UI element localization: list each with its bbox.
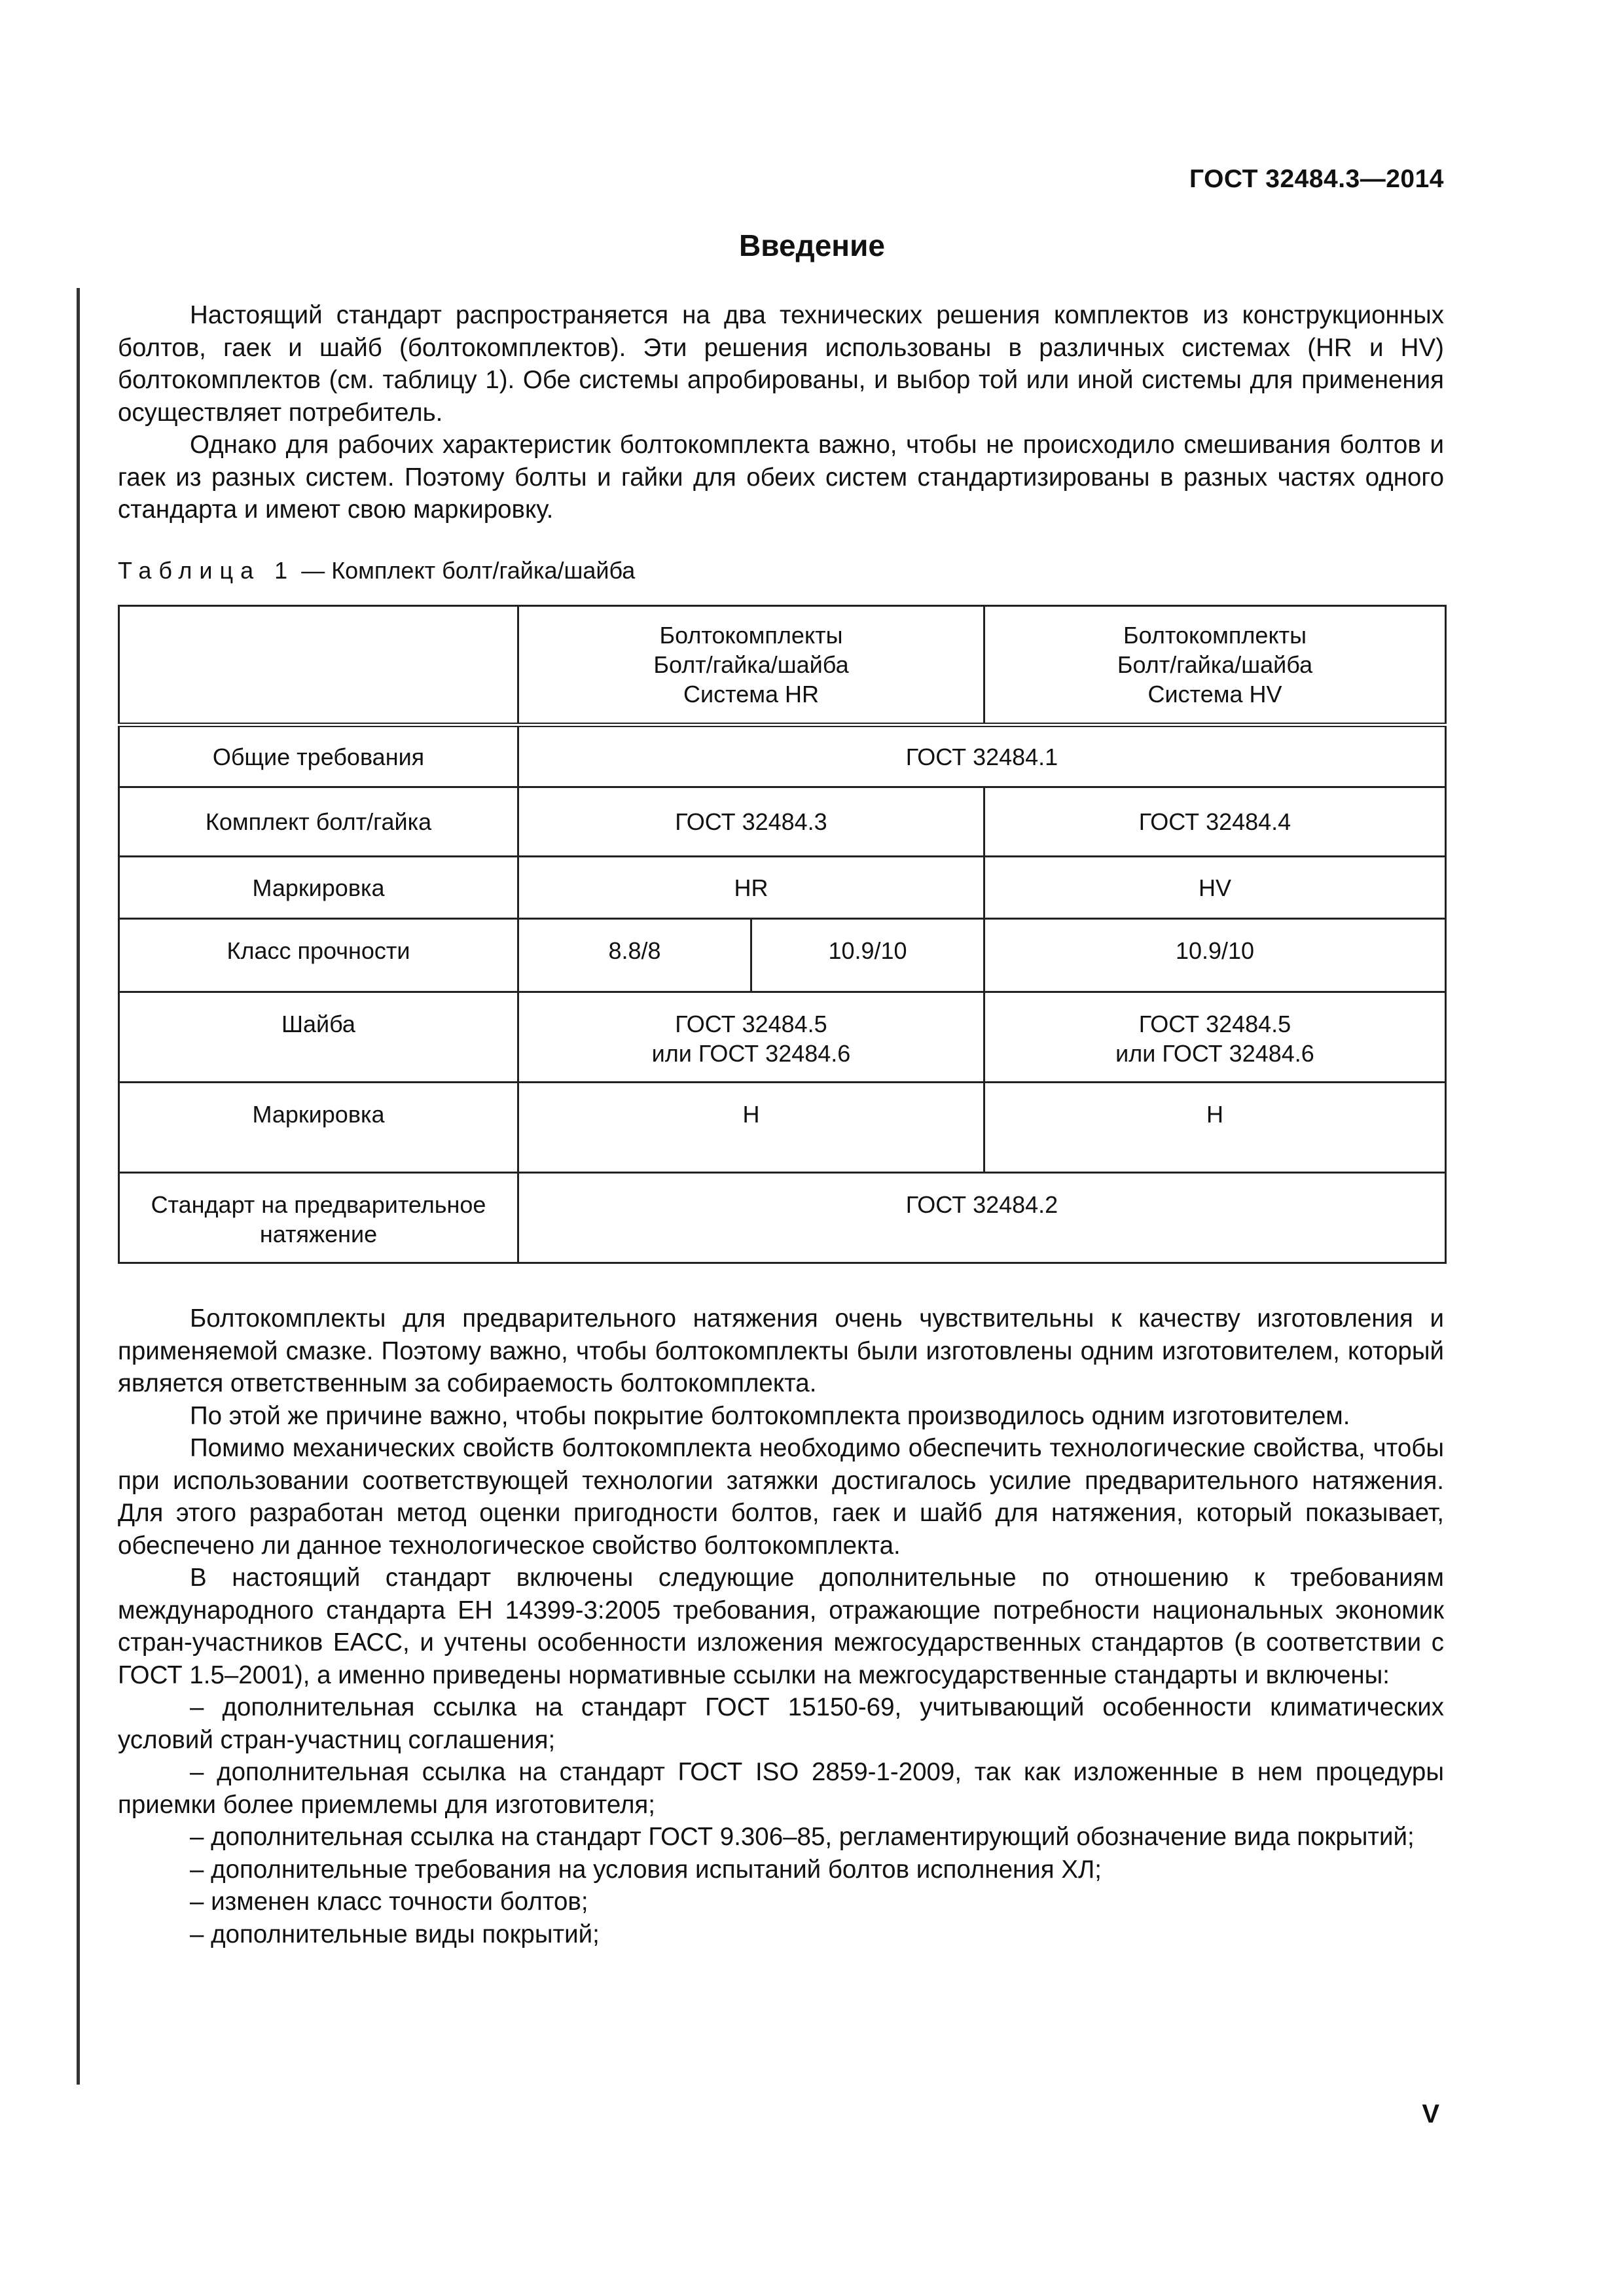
list-item: – дополнительные требования на условия испытаний болтов исполнения ХЛ; (190, 1855, 1102, 1884)
paragraph: Настоящий стандарт распространяется на два технических решения комплектов из конструкционных болтов, гаек и шайб (болтокомплектов). Эти решения использованы в различных системах (HR и HV) болтокомплектов (см. таблицу 1). Обе системы апробированы, и выбор той или иной системы для применения осуществляет потребитель. (118, 301, 1444, 427)
page-number: V (1422, 2100, 1439, 2128)
cell-line: ГОСТ 32484.5 (675, 1011, 827, 1037)
list-item: – дополнительная ссылка на стандарт ГОСТ ISO 2859-1-2009, так как изложенные в нем процедуры приемки более приемлемы для изготовителя; (118, 1758, 1444, 1819)
paragraph: Однако для рабочих характеристик болтокомплекта важно, чтобы не происходило смешивания болтов и гаек из разных систем. Поэтому болты и гайки для обеих систем стандартизированы в разных частях одного стандарта и имеют свою маркировку. (118, 431, 1444, 524)
revision-bar (77, 288, 80, 2085)
table-header-hr (518, 606, 984, 725)
table-caption-title: — Комплект болт/гайка/шайба (295, 557, 636, 584)
cell-line: Система HV (1147, 681, 1282, 708)
row-value-hv: ГОСТ 32484.4 (984, 787, 1446, 857)
table-caption (118, 557, 635, 584)
paragraph: В настоящий стандарт включены следующие дополнительные по отношению к требованиям международного стандарта ЕН 14399-3:2005 требования, отражающие потребности национальных экономик стран-участников ЕАСС, и учтены особенности изложения межгосударственных стандартов (в соответствии с ГОСТ 1.5–2001), а именно приведены нормативные ссылки на межгосударственные стандарты и включены: (118, 1564, 1444, 1689)
list-item: – изменен класс точности болтов; (190, 1888, 588, 1916)
row-value-hv (984, 992, 1446, 1083)
row-label: Маркировка (119, 1083, 518, 1173)
list-item: – дополнительная ссылка на стандарт ГОСТ 15150-69, учитывающий особенности климатических условий стран-участниц соглашения; (118, 1693, 1444, 1754)
table-row (119, 857, 1446, 919)
table-row (119, 787, 1446, 857)
cell-line: или ГОСТ 32484.6 (651, 1040, 851, 1067)
section-title: Введение (739, 228, 885, 262)
list-item: – дополнительные виды покрытий; (190, 1920, 600, 1948)
cell-line: Болтокомплекты (659, 622, 843, 649)
table-header-row (119, 606, 1446, 725)
row-label (119, 1173, 518, 1263)
row-value-hr-b: 10.9/10 (751, 919, 984, 992)
table-row (119, 1083, 1446, 1173)
document-code: ГОСТ 32484.3—2014 (1189, 165, 1444, 193)
cell-line: ГОСТ 32484.5 (1138, 1011, 1291, 1037)
row-label: Класс прочности (119, 919, 518, 992)
row-label: Общие требования (119, 725, 518, 787)
table-row (119, 725, 1446, 787)
paragraph: По этой же причине важно, чтобы покрытие болтокомплекта производилось одним изготовителем. (190, 1401, 1350, 1430)
row-value: ГОСТ 32484.1 (518, 725, 1446, 787)
row-label: Маркировка (119, 857, 518, 919)
cell-line: Стандарт на предварительное (151, 1191, 486, 1218)
row-label: Комплект болт/гайка (119, 787, 518, 857)
cell-line: Болтокомплекты (1123, 622, 1307, 649)
table-header-hv (984, 606, 1446, 725)
list-item: – дополнительная ссылка на стандарт ГОСТ 9.306–85, регламентирующий обозначение вида покрытий; (190, 1823, 1415, 1851)
table-caption-number: Таблица 1 (118, 557, 295, 584)
cell-line: или ГОСТ 32484.6 (1115, 1040, 1314, 1067)
row-value-hr (518, 992, 984, 1083)
table-header-empty-cell (119, 606, 518, 725)
cell-line: Болт/гайка/шайба (1117, 651, 1313, 678)
cell-line: Болт/гайка/шайба (653, 651, 849, 678)
table-row (119, 992, 1446, 1083)
row-label: Шайба (119, 992, 518, 1083)
row-value-hr-a: 8.8/8 (518, 919, 751, 992)
row-value-hr: HR (518, 857, 984, 919)
row-value-hv: HV (984, 857, 1446, 919)
bolt-kit-table (118, 605, 1447, 1264)
body-text (118, 1302, 1444, 1950)
cell-line: Система HR (683, 681, 819, 708)
row-value-hv: 10.9/10 (984, 919, 1446, 992)
table-row (119, 1173, 1446, 1263)
intro-text (118, 299, 1444, 526)
paragraph: Помимо механических свойств болтокомплекта необходимо обеспечить технологические свойства, чтобы при использовании соответствующей технологии затяжки достигалось усилие предварительного натяжения. Для этого разработан метод оценки пригодности болтов, гаек и шайб для натяжения, который показывает, обеспечено ли данное технологическое свойство болтокомплекта. (118, 1434, 1444, 1560)
row-value-hv: H (984, 1083, 1446, 1173)
table-row (119, 919, 1446, 992)
paragraph: Болтокомплекты для предварительного натяжения очень чувствительны к качеству изготовления и применяемой смазке. Поэтому важно, чтобы болтокомплекты были изготовлены одним изготовителем, который является ответственным за собираемость болтокомплекта. (118, 1304, 1444, 1397)
row-value-hr: H (518, 1083, 984, 1173)
cell-line: натяжение (259, 1221, 378, 1247)
row-value: ГОСТ 32484.2 (518, 1173, 1446, 1263)
row-value-hr: ГОСТ 32484.3 (518, 787, 984, 857)
